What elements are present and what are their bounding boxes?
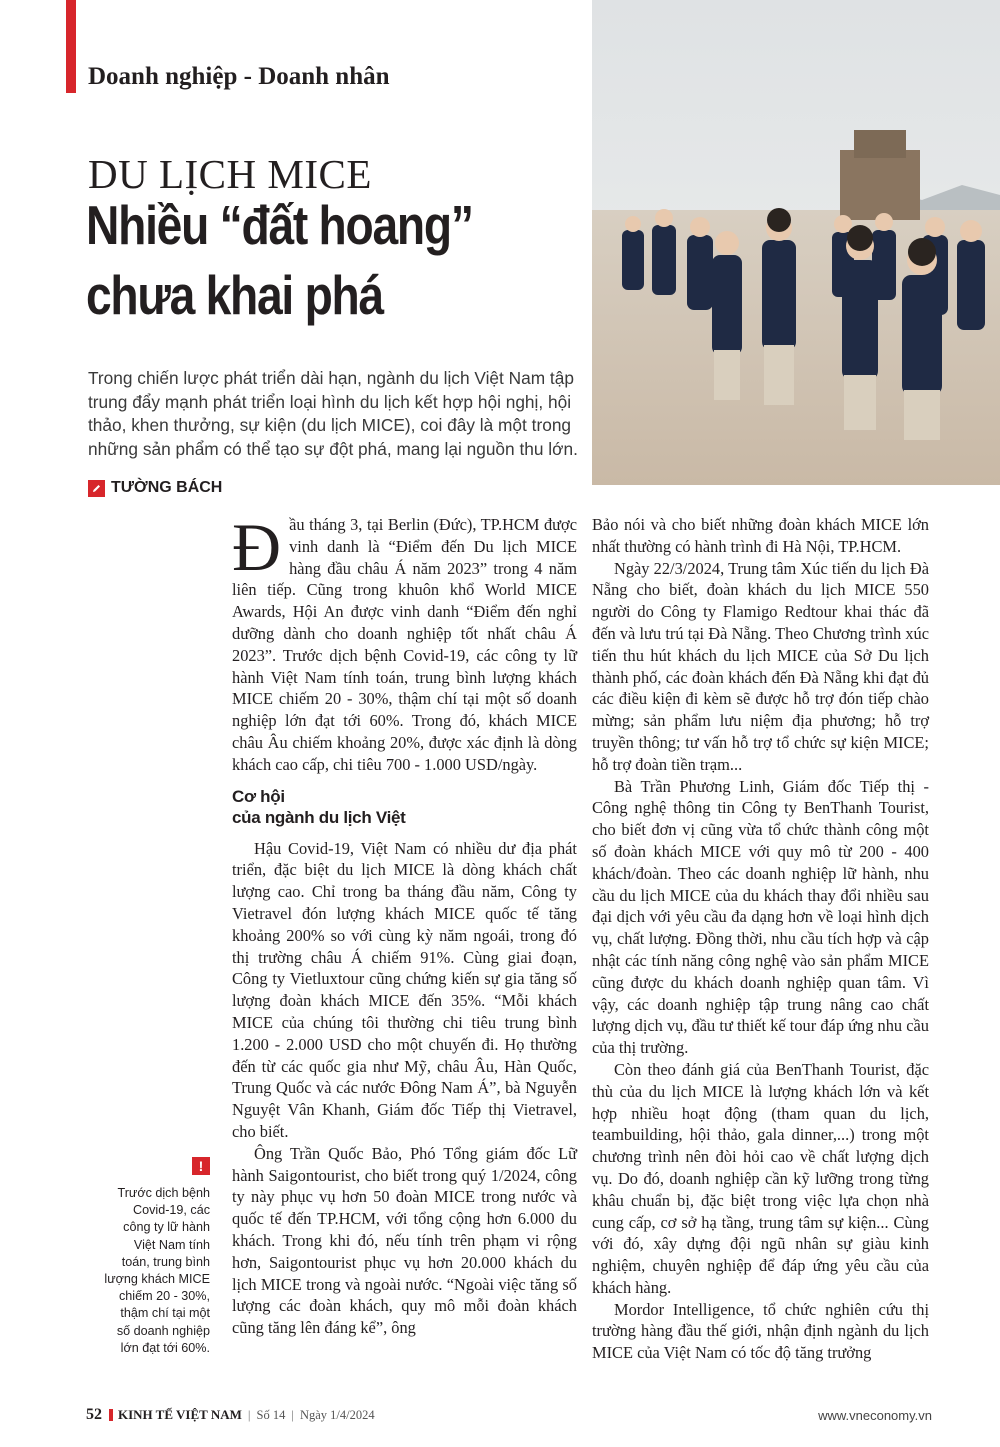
- exclamation-icon: !: [192, 1157, 210, 1175]
- article-kicker: DU LỊCH MICE: [88, 151, 372, 197]
- website-link[interactable]: www.vneconomy.vn: [818, 1407, 932, 1423]
- magazine-name: KINH TẾ VIỆT NAM: [118, 1407, 242, 1422]
- body-paragraph: Hậu Covid-19, Việt Nam có nhiều dư địa phát triển, đặc biệt du lịch MICE là dòng khách chất lượng cao. Chỉ trong ba tháng đầu năm, Công ty Vietravel đón lượng khách MICE quốc tế tăng khoảng 200% so với cùng kỳ năm ngoái, trong đó thị trường châu Á chiếm 91%. Cùng giai đoạn, Công ty Vietluxtour cũng chứng kiến sự gia tăng số lượng đoàn khách MICE đến 35%. “Mỗi khách MICE của chúng tôi thường chi tiêu trung bình 1.200 - 2.000 USD cho một chuyến đi. Họ thường đến từ các quốc gia như Mỹ, châu Âu, Hàn Quốc, Trung Quốc và các nước Đông Nam Á”, bà Nguyễn Nguyệt Vân Khanh, Giám đốc Tiếp thị Vietravel, cho biết.: [232, 838, 577, 1141]
- page-footer: [86, 1405, 932, 1425]
- drop-cap: Đ: [232, 509, 282, 585]
- issue-number: Số 14: [256, 1407, 286, 1422]
- lead-paragraph: Đầu tháng 3, tại Berlin (Đức), TP.HCM được vinh danh là “Điểm đến Du lịch MICE hàng đầu châu Á năm 2023” trong 4 năm liên tiếp. Cũng trong khuôn khổ World MICE Awards, Hội An được vinh danh “Điểm đến nghỉ dưỡng dành cho doanh nghiệp tốt nhất châu Á 2023”. Trước dịch bệnh Covid-19, các công ty lữ hành Việt Nam tính toán, trung bình lượng khách MICE chiếm 20 - 30%, thậm chí tại một số doanh nghiệp lớn đạt tới 60%. Trong đó, khách MICE châu Âu chiếm khoảng 20%, được xác định là dòng khách cao cấp, chi tiêu 700 - 1.000 USD/ngày.: [232, 509, 577, 774]
- footer-divider: |: [247, 1407, 251, 1422]
- section-label: Doanh nghiệp - Doanh nhân: [88, 63, 390, 90]
- headline-line-1: Nhiều “đất hoang”: [86, 194, 473, 256]
- body-column-1: [232, 509, 577, 1339]
- body-paragraph: Mordor Intelligence, tổ chức nghiên cứu thị trường hàng đầu thế giới, nhận định ngành du lịch MICE của Việt Nam có tốc độ tăng trưởng: [592, 1299, 929, 1363]
- footer-accent-mark: [109, 1409, 113, 1421]
- hero-photo: [592, 0, 1000, 485]
- pen-icon: [88, 480, 105, 497]
- body-paragraph: Ngày 22/3/2024, Trung tâm Xúc tiến du lịch Đà Nẵng cho biết, đoàn khách du lịch MICE 550 người do Công ty Flamigo Redtour khai thác đã đến và lưu trú tại Đà Nẵng. Theo Chương trình xúc tiến thu hút khách du lịch MICE của Sở Du lịch thành phố, các đoàn khách đến Đà Nẵng khi đạt đủ các điều kiện đi kèm sẽ được hỗ trợ đón tiếp chào mừng; sản phẩm lưu niệm địa phương; hỗ trợ truyền thông; tư vấn hỗ trợ tổ chức sự kiện MICE; hỗ trợ đoàn tiền trạm...: [592, 558, 929, 774]
- headline-line-2: chưa khai phá: [86, 264, 383, 326]
- pull-quote-text: Trước dịch bệnh Covid-19, các công ty lữ hành Việt Nam tính toán, trung bình lượng khách MICE chiếm 20 - 30%, thậm chí tại một số doanh nghiệp lớn đạt tới 60%.: [104, 1186, 210, 1355]
- author-name: TƯỜNG BÁCH: [111, 479, 223, 496]
- issue-date: Ngày 1/4/2024: [299, 1407, 375, 1422]
- body-paragraph: Ông Trần Quốc Bảo, Phó Tổng giám đốc Lữ hành Saigontourist, cho biết trong quý 1/2024, công ty này phục vụ hơn 50 đoàn MICE trong nước và quốc tế đến TP.HCM, với tổng cộng hơn 6.000 du khách. Trong khi đó, nếu tính trên phạm vi rộng hơn, Saigontourist phục vụ hơn 20.000 khách du lịch MICE trong và ngoài nước. “Ngoài việc tăng số lượng các đoàn khách, quy mô mỗi đoàn khách cũng tăng lên đáng kể”, ông: [232, 1143, 577, 1338]
- body-column-2: [592, 514, 929, 1364]
- body-paragraph: Bảo nói và cho biết những đoàn khách MICE lớn nhất thường có hành trình đi Hà Nội, TP.HCM.: [592, 515, 929, 556]
- byline: [88, 479, 222, 497]
- section-accent-bar: [66, 0, 76, 93]
- body-paragraph: Còn theo đánh giá của BenThanh Tourist, đặc thù của du lịch MICE là lượng khách lớn và kết hợp nhiều hoạt động (tham quan du lịch, teambuilding, hội thảo, gala dinner,...) trong một chương trình nên đòi hỏi cao về chất lượng dịch vụ. Do đó, doanh nghiệp cần kỹ lưỡng trong từng khâu chuẩn bị, đặc biệt trong việc lựa chọn nhà cung cấp, cơ sở hạ tầng, trung tâm sự kiện... Cùng với đó, xây dựng đội ngũ nhân sự giàu kinh nghiệm, chuyên nghiệp để đáp ứng yêu cầu của khách hàng.: [592, 1059, 929, 1297]
- page-number: 52: [86, 1406, 102, 1423]
- article-headline: [86, 190, 473, 330]
- footer-divider: |: [291, 1407, 294, 1422]
- pull-quote: [104, 1157, 210, 1357]
- subheading: Cơ hội của ngành du lịch Việt: [232, 786, 406, 827]
- body-paragraph: Bà Trần Phương Linh, Giám đốc Tiếp thị - Công nghệ thông tin Công ty BenThanh Tourist, cho biết đơn vị cũng vừa tổ chức thành công một số đoàn khách MICE với quy mô từ 200 - 400 khách/đoàn. Theo các doanh nghiệp lữ hành, nhu cầu du lịch MICE của du khách thay đổi nhiều sau đại dịch với yêu cầu đa dạng hơn về loại hình dịch vụ, chất lượng. Đồng thời, nhu cầu tích hợp và cập nhật các tính năng công nghệ vào sản phẩm MICE cũng được du khách doanh nghiệp quan tâm. Vì vậy, các doanh nghiệp tập trung nâng cao chất lượng dịch vụ, đầu tư thiết kế tour đáp ứng nhu cầu của thị trường.: [592, 776, 929, 1058]
- article-sapo: Trong chiến lược phát triển dài hạn, ngành du lịch Việt Nam tập trung đẩy mạnh phát triển loại hình du lịch kết hợp hội nghị, hội thảo, khen thưởng, sự kiện (du lịch MICE), coi đây là một trong những sản phẩm có thể tạo sự đột phá, mang lại nguồn thu lớn.: [88, 368, 578, 459]
